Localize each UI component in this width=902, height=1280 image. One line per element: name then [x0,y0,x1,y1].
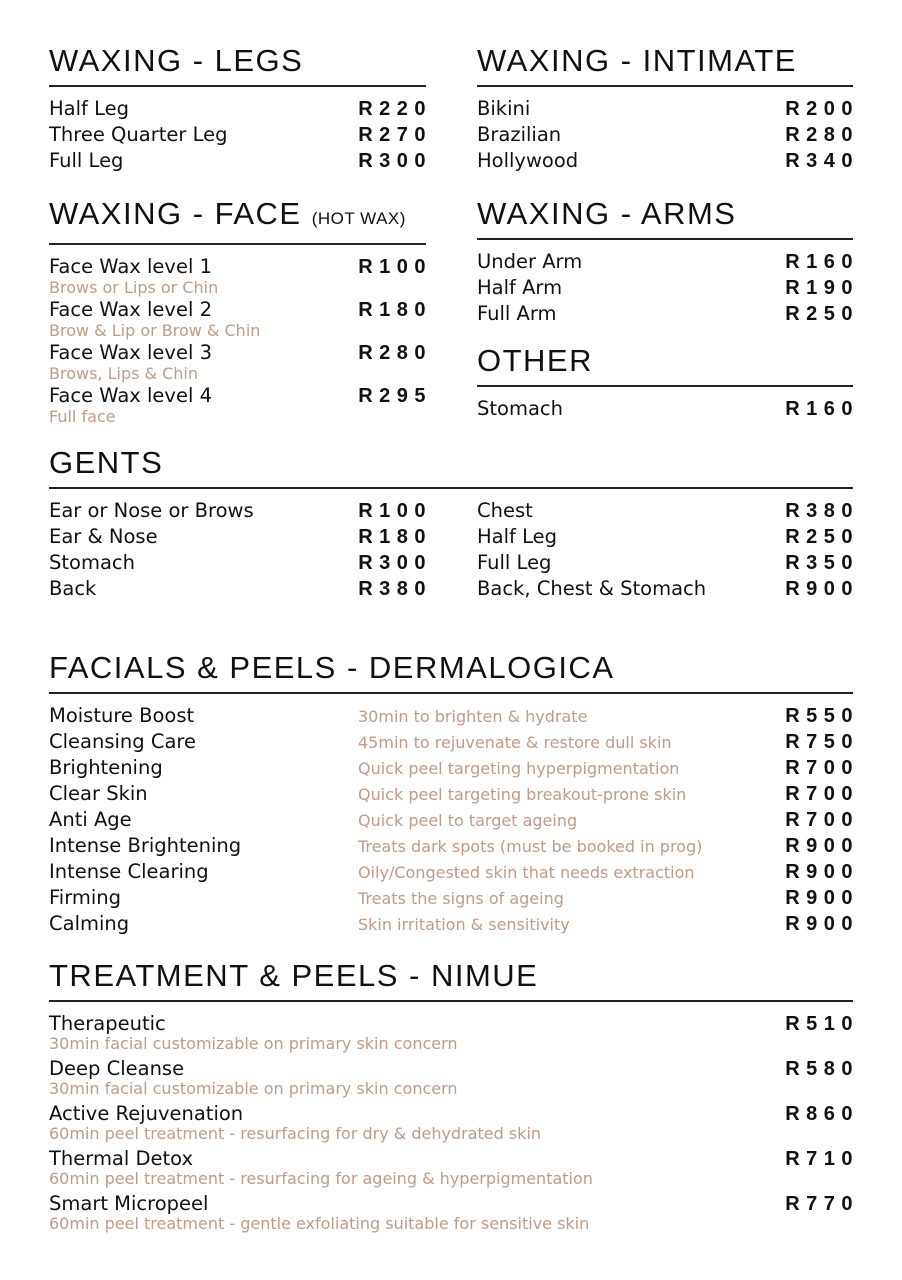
section-title: FACIALS & PEELS - DERMALOGICA [49,650,615,685]
section-nimue [49,958,859,1236]
divider [49,692,853,694]
item-note: 60min peel treatment - resurfacing for dry & dehydrated skin [49,1123,542,1143]
item-name: Brazilian [477,122,562,146]
item-description: Skin irritation & sensitivity [358,914,570,934]
item-list [49,703,859,937]
price-row [477,249,859,275]
price-row [477,301,859,327]
item-name: Smart Micropeel [49,1191,209,1215]
item-price: R250 [785,525,859,548]
price-row [49,833,859,859]
item-name: Full Leg [477,550,552,574]
section-title: WAXING - ARMS [477,196,737,231]
price-item [49,1146,859,1191]
item-description: 30min to brighten & hydrate [358,706,588,726]
item-name: Cleansing Care [49,729,197,753]
item-name: Deep Cleanse [49,1056,185,1080]
item-name: Brightening [49,755,163,779]
item-price: R900 [785,860,859,883]
item-price: R900 [785,577,859,600]
item-price: R180 [358,525,432,548]
item-price: R200 [785,97,859,120]
item-price: R770 [785,1192,859,1215]
item-price: R100 [358,499,432,522]
item-description: Quick peel to target ageing [358,810,578,830]
price-item [49,383,432,426]
item-description: Quick peel targeting breakout-prone skin [358,784,687,804]
item-note: Brows, Lips & Chin [49,363,198,383]
item-name: Clear Skin [49,781,148,805]
item-name: Face Wax level 1 [49,254,212,278]
item-price: R900 [785,834,859,857]
price-row [49,498,432,524]
item-name: Face Wax level 4 [49,383,212,407]
price-row [49,911,859,937]
item-note: Brows or Lips or Chin [49,277,219,297]
item-price: R700 [785,808,859,831]
item-description: Treats the signs of ageing [358,888,564,908]
item-note: Full face [49,406,116,426]
item-description: 45min to rejuvenate & restore dull skin [358,732,672,752]
price-row [477,96,859,122]
price-row [49,1146,859,1170]
item-price: R860 [785,1102,859,1125]
item-name: Ear & Nose [49,524,158,548]
item-name: Thermal Detox [49,1146,194,1170]
section-title: WAXING - LEGS [49,43,304,78]
price-row [477,576,859,602]
gents-left-list [49,498,432,602]
price-item [49,1011,859,1056]
item-name: Intense Clearing [49,859,209,883]
item-name: Half Leg [49,96,129,120]
price-row [49,297,432,322]
price-row [49,340,432,365]
price-row [49,859,859,885]
price-row [49,96,432,122]
item-name: Back, Chest & Stomach [477,576,707,600]
item-price: R350 [785,551,859,574]
item-name: Firming [49,885,122,909]
item-list [477,96,859,174]
section-title [49,196,426,237]
item-list [49,1011,859,1236]
divider [49,243,426,245]
price-row [49,148,432,174]
price-row [477,122,859,148]
item-list [477,396,859,422]
divider [477,85,853,87]
price-row [49,550,432,576]
item-price: R700 [785,756,859,779]
price-row [49,1056,859,1080]
section-waxing-legs [49,43,432,174]
item-price: R300 [358,551,432,574]
price-item [49,340,432,383]
item-price: R160 [785,250,859,273]
item-description: Treats dark spots (must be booked in prog) [358,836,703,856]
price-row [49,1101,859,1125]
price-item [49,1056,859,1101]
item-name: Stomach [49,550,135,574]
price-row [49,703,859,729]
item-name: Half Leg [477,524,557,548]
section-other [477,343,859,422]
item-list [477,249,859,327]
price-row [49,885,859,911]
divider [49,1000,853,1002]
item-name: Hollywood [477,148,579,172]
item-name: Chest [477,498,533,522]
item-price: R700 [785,782,859,805]
item-price: R750 [785,730,859,753]
item-description: Quick peel targeting hyperpigmentation [358,758,680,778]
price-row [477,396,859,422]
item-name: Face Wax level 3 [49,340,212,364]
price-row [477,148,859,174]
item-price: R280 [785,123,859,146]
section-waxing-intimate [477,43,859,174]
item-price: R340 [785,149,859,172]
item-note: 60min peel treatment - gentle exfoliating suitable for sensitive skin [49,1213,590,1233]
price-item [49,1101,859,1146]
item-name: Face Wax level 2 [49,297,212,321]
section-title: OTHER [477,343,593,378]
item-list [49,96,432,174]
section-facials [49,650,859,937]
price-row [49,1011,859,1035]
item-price: R180 [358,298,432,321]
price-row [49,755,859,781]
item-price: R380 [358,577,432,600]
price-row [477,275,859,301]
price-item [49,297,432,340]
item-note: 60min peel treatment - resurfacing for ageing & hyperpigmentation [49,1168,593,1188]
item-note: 30min facial customizable on primary skin concern [49,1078,458,1098]
item-price: R270 [358,123,432,146]
item-price: R900 [785,886,859,909]
item-name: Anti Age [49,807,132,831]
item-name: Active Rejuvenation [49,1101,244,1125]
item-name: Three Quarter Leg [49,122,228,146]
item-price: R550 [785,704,859,727]
item-name: Half Arm [477,275,563,299]
price-row [49,383,432,408]
item-name: Full Arm [477,301,557,325]
item-note: 30min facial customizable on primary skin concern [49,1033,458,1053]
section-waxing-face [49,196,432,426]
price-row [477,498,859,524]
price-item [49,1191,859,1236]
item-name: Back [49,576,97,600]
item-price: R295 [358,384,432,407]
item-list [49,254,432,426]
item-name: Full Leg [49,148,124,172]
price-row [477,524,859,550]
price-row [477,550,859,576]
item-price: R300 [358,149,432,172]
section-title-text: WAXING - FACE [49,196,302,231]
item-description: Oily/Congested skin that needs extraction [358,862,695,882]
price-row [49,254,432,279]
section-gents [49,445,859,600]
item-price: R900 [785,912,859,935]
price-row [49,1191,859,1215]
item-name: Stomach [477,396,563,420]
divider [49,85,426,87]
item-price: R710 [785,1147,859,1170]
section-title: GENTS [49,445,164,480]
item-price: R580 [785,1057,859,1080]
item-price: R100 [358,255,432,278]
item-name: Moisture Boost [49,703,195,727]
item-name: Ear or Nose or Brows [49,498,254,522]
price-row [49,122,432,148]
price-row [49,781,859,807]
price-row [49,729,859,755]
price-row [49,576,432,602]
item-name: Under Arm [477,249,583,273]
section-title-note: (HOT WAX) [311,209,406,228]
item-price: R190 [785,276,859,299]
item-note: Brow & Lip or Brow & Chin [49,320,261,340]
item-price: R380 [785,499,859,522]
item-price: R250 [785,302,859,325]
item-name: Intense Brightening [49,833,242,857]
item-name: Therapeutic [49,1011,166,1035]
section-waxing-arms [477,196,859,327]
item-name: Calming [49,911,130,935]
price-row [49,524,432,550]
item-price: R160 [785,397,859,420]
item-price: R510 [785,1012,859,1035]
price-row [49,807,859,833]
gents-right-list [477,498,859,602]
divider [477,385,853,387]
item-name: Bikini [477,96,531,120]
section-title: TREATMENT & PEELS - NIMUE [49,958,539,993]
price-item [49,254,432,297]
section-title: WAXING - INTIMATE [477,43,797,78]
item-price: R280 [358,341,432,364]
item-price: R220 [358,97,432,120]
divider [477,238,853,240]
